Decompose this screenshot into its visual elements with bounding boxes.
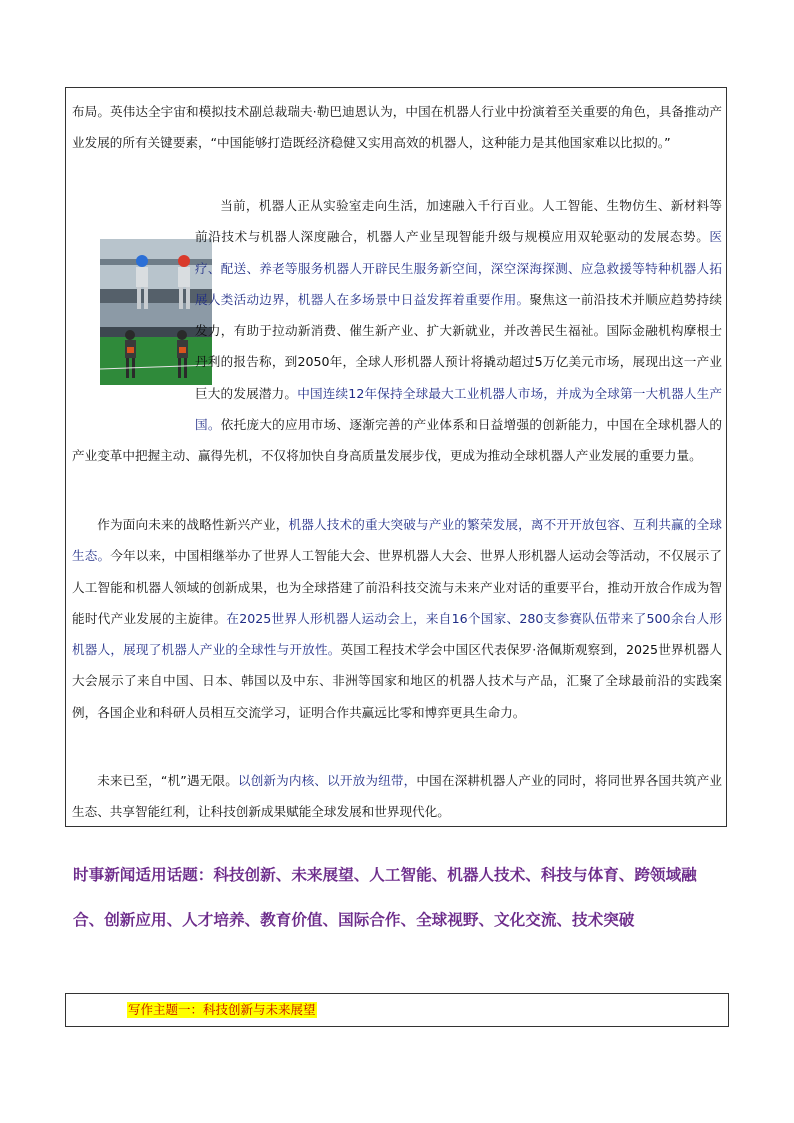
paragraph-2: [72, 190, 722, 472]
paragraph-3-text-e: 英国工程技术学会中国区代表保罗·洛佩斯观察到，2025世界机器人大会展示了来自中国、日本、韩国以及中东、非洲等国家和地区的机器人技术与产品，汇聚了全球最前沿的实践案例，各国企业和科研人员相互交流学习，证明合作共赢远比零和博弈更具生命力。: [72, 642, 722, 720]
paragraph-3-text-c: 今年以来，中国相继举办了世界人工智能大会、世界机器人大会、世界人形机器人运动会等活动，不仅展示了人工智能和机器人领域的创新成果，也为全球搭建了前沿科技交流与未来产业对话的重要平台，推动开放合作成为智能时代产业发展的主旋律。: [72, 548, 723, 626]
paragraph-4-text-c: 中国在深耕机器人产业的同时，将同世界各国共筑产业生态、共享智能红利，让科技创新成果赋能全球发展和世界现代化。: [72, 773, 722, 820]
paragraph-2-text-a: 当前，机器人正从实验室走向生活，加速融入千行百业。人工智能、生物仿生、新材料等前沿技术与机器人深度融合，机器人产业呈现智能升级与规模应用双轮驱动的发展态势。: [195, 198, 722, 245]
paragraph-2-highlight-d: 中国连续12年保持全球最大工业机器人市场，并成为全球第一大机器人生产国。: [195, 385, 723, 433]
paragraph-3-highlight-d: 在2025世界人形机器人运动会上，来自16个国家、280支参赛队伍带来了500余台人形机器人，展现了机器人产业的全球性与开放性。: [72, 610, 723, 658]
applicable-topics: 时事新闻适用话题：科技创新、未来展望、人工智能、机器人技术、科技与体育、跨领域融合、创新应用、人才培养、教育价值、国际合作、全球视野、文化交流、技术突破: [73, 866, 697, 929]
paragraph-3-highlight-b: 机器人技术的重大突破与产业的繁荣发展，离不开开放包容、互利共赢的全球生态。: [72, 517, 723, 564]
paragraph-4-text-a: 未来已至，“机”遇无限。: [97, 773, 238, 788]
paragraph-4-highlight-b: 以创新为内核、以开放为纽带，: [237, 773, 417, 788]
paragraph-2-text-e: 依托庞大的应用市场、逐渐完善的产业体系和日益增强的创新能力，中国在全球机器人的产业变革中把握主动、赢得先机，不仅将加快自身高质量发展步伐，更成为推动全球机器人产业发展的重要力量。: [72, 417, 723, 464]
writing-theme-label: 写作主题一：科技创新与未来展望: [128, 1002, 316, 1017]
paragraph-3-text-a: 作为面向未来的战略性新兴产业，: [97, 517, 289, 532]
paragraph-2-text-c: 聚焦这一前沿技术并顺应趋势持续发力，有助于拉动新消费、催生新产业、扩大新就业，并改善民生福祉。国际金融机构摩根士丹利的报告称，到2050年，全球人形机器人预计将撬动超过5万亿美元市场，展现出这一产业巨大的发展潜力。: [195, 291, 723, 401]
paragraph-1-text: 布局。英伟达全宇宙和模拟技术副总裁瑞夫·勒巴迪恩认为，中国在机器人行业中扮演着至关重要的角色，具备推动产业发展的所有关键要素，“中国能够打造既经济稳健又实用高效的机器人，这种能力是其他国家难以比拟的。”: [72, 104, 722, 151]
paragraph-1: [72, 96, 722, 159]
paragraph-3: [72, 509, 722, 728]
paragraph-2-highlight-b: 医疗、配送、养老等服务机器人开辟民生服务新空间，深空深海探测、应急救援等特种机器人拓展人类活动边界，机器人在多场景中日益发挥着重要作用。: [195, 229, 722, 307]
image-float-spacer: [47, 223, 195, 419]
paragraph-4: [72, 765, 722, 828]
